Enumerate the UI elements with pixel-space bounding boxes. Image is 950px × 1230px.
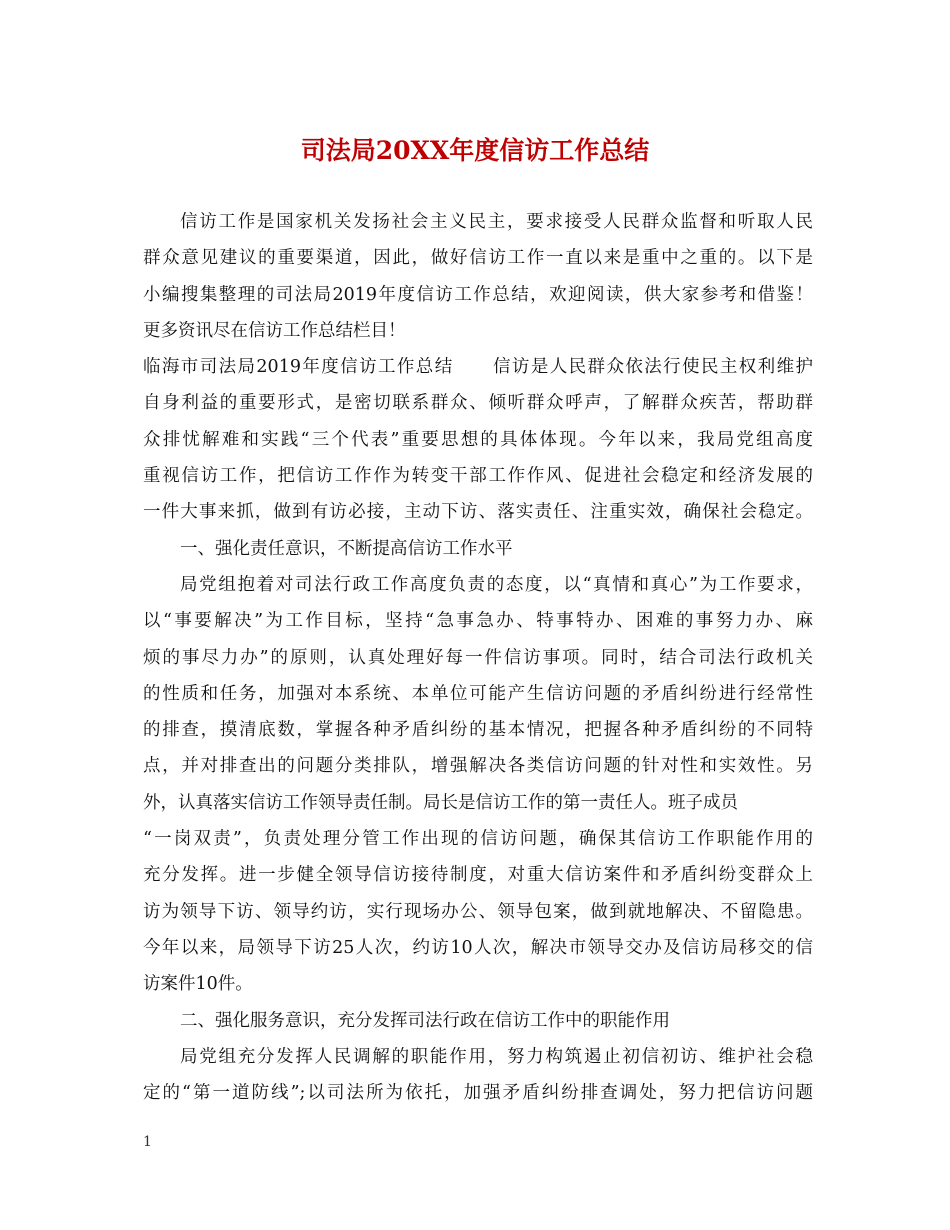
text-line-composite xyxy=(143,349,813,385)
text-line: 自身利益的重要形式，是密切联系群众、倾听群众呼声，了解群众疾苦，帮助群 xyxy=(143,393,813,414)
text-line: 的性质和任务，加强对本系统、本单位可能产生信访问题的矛盾纠纷进行经常性 xyxy=(143,683,813,704)
section-heading: 二、强化服务意识，充分发挥司法行政在信访工作中的职能作用 xyxy=(180,1010,670,1031)
text-line: 群众意见建议的重要渠道，因此，做好信访工作一直以来是重中之重的。以下是 xyxy=(143,248,813,269)
document-body xyxy=(143,204,813,1111)
text-line: 众排忧解难和实践“三个代表”重要思想的具体体现。今年以来，我局党组高度 xyxy=(143,429,813,450)
section-heading: 一、强化责任意识，不断提高信访工作水平 xyxy=(180,538,513,559)
text-line: 点，并对排查出的问题分类排队，增强解决各类信访问题的针对性和实效性。另 xyxy=(143,756,813,777)
text-line: 定的“第一道防线”;以司法所为依托，加强矛盾纠纷排查调处，努力把信访问题 xyxy=(143,1083,813,1104)
text-line: 局党组充分发挥人民调解的职能作用，努力构筑遏止初信初访、维护社会稳 xyxy=(180,1046,813,1067)
text-line: 信访工作是国家机关发扬社会主义民主，要求接受人民群众监督和听取人民 xyxy=(180,212,813,232)
text-line: 外，认真落实信访工作领导责任制。局长是信访工作的第一责任人。班子成员 xyxy=(143,792,738,813)
text-line: 局党组抱着对司法行政工作高度负责的态度，以“真情和真心”为工作要求， xyxy=(180,574,813,595)
document-title: 司法局20XX年度信访工作总结 xyxy=(300,136,650,165)
text-line: “一岗双责”，负责处理分管工作出现的信访问题，确保其信访工作职能作用的 xyxy=(143,829,813,850)
text-line: 一件大事来抓，做到有访必接，主动下访、落实责任、注重实效，确保社会稳定。 xyxy=(143,502,813,523)
text-fragment: 信访是人民群众依法行使民主权利维护 xyxy=(491,357,813,378)
text-line: 访案件10件。 xyxy=(143,974,253,995)
text-line: 今年以来，局领导下访25人次，约访10人次，解决市领导交办及信访局移交的信 xyxy=(143,937,813,958)
text-line: 小编搜集整理的司法局2019年度信访工作总结，欢迎阅读，供大家参考和借鉴！ xyxy=(143,284,813,305)
subheading-text: 临海市司法局2019年度信访工作总结 xyxy=(143,357,454,378)
text-line: 的排查，摸清底数，掌握各种矛盾纠纷的基本情况，把握各种矛盾纠纷的不同特 xyxy=(143,720,813,741)
text-line: 以“事要解决”为工作目标，坚持“急事急办、特事特办、困难的事努力办、麻 xyxy=(143,611,813,632)
page-number: 1 xyxy=(143,1134,152,1150)
text-line: 更多资讯尽在信访工作总结栏目！ xyxy=(143,320,406,341)
text-line: 烦的事尽力办”的原则，认真处理好每一件信访事项。同时，结合司法行政机关 xyxy=(143,647,813,668)
text-line: 充分发挥。进一步健全领导信访接待制度，对重大信访案件和矛盾纠纷变群众上 xyxy=(143,865,813,886)
text-line: 访为领导下访、领导约访，实行现场办公、领导包案，做到就地解决、不留隐患。 xyxy=(143,901,813,922)
text-line: 重视信访工作，把信访工作作为转变干部工作作风、促进社会稳定和经济发展的 xyxy=(143,466,813,487)
